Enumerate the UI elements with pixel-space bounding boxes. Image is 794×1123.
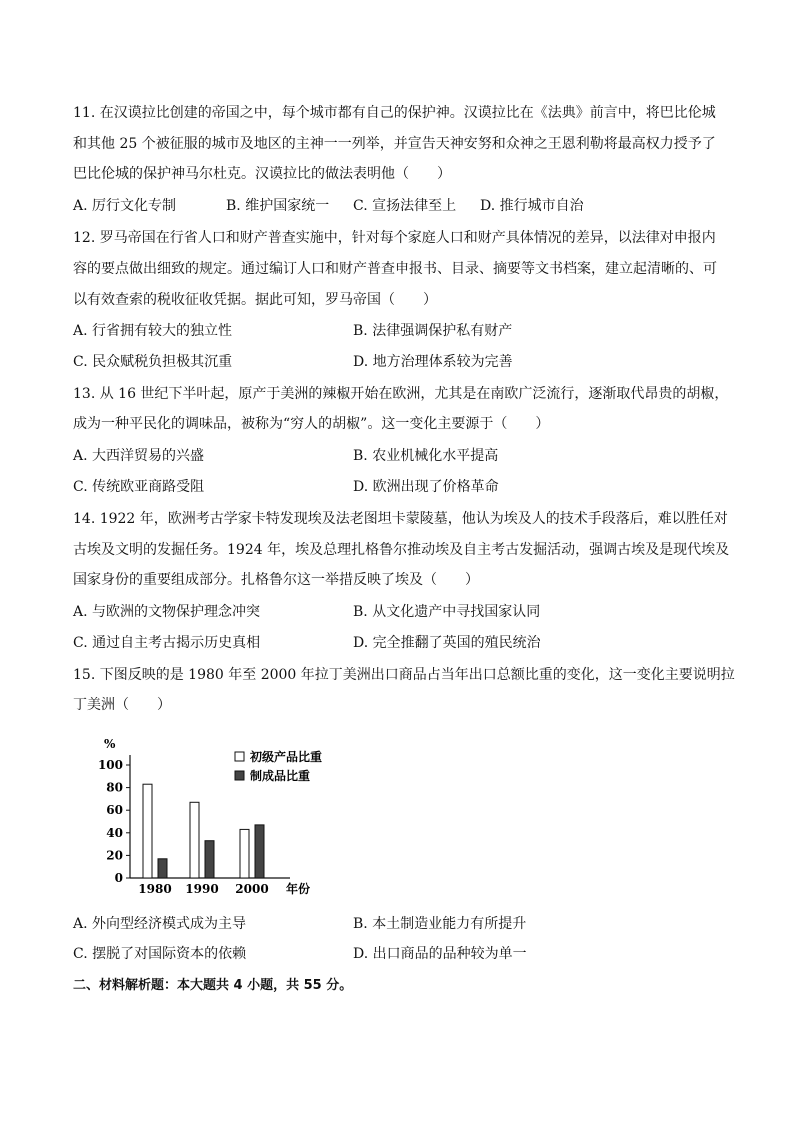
q14-option-b: B. 从文化遗产中寻找国家认同 (353, 604, 541, 620)
y-tick-label: 100 (97, 758, 123, 772)
legend-label-primary: 初级产品比重 (250, 750, 323, 764)
q12-option-c: C. 民众赋税负担极其沉重 (73, 354, 233, 370)
q11-option-a: A. 厉行文化专制 (73, 198, 177, 214)
x-tick-label: 1990 (185, 882, 219, 896)
x-axis-label: 年份 (286, 882, 311, 896)
y-tick-label: 20 (106, 848, 123, 863)
y-tick-label: 60 (106, 803, 123, 818)
q14-option-d: D. 完全推翻了英国的殖民统治 (353, 635, 541, 651)
bar-manufactured-1980 (158, 859, 167, 878)
legend-swatch-primary (235, 752, 244, 761)
question-15-line-2: 丁美洲（ ） (73, 697, 171, 713)
legend-label-manufactured: 制成品比重 (250, 769, 311, 783)
question-14-line-1: 14. 1922 年，欧洲考古学家卡特发现埃及法老图坦卡蒙陵墓，他认为埃及人的技术手段落后，难以胜任对 (73, 511, 728, 527)
q15-option-b: B. 本土制造业能力有所提升 (353, 916, 527, 932)
question-12-line-1: 12. 罗马帝国在行省人口和财产普查实施中，针对每个家庭人口和财产具体情况的差异，以法律对申报内 (73, 230, 716, 246)
q13-option-a: A. 大西洋贸易的兴盛 (73, 448, 205, 464)
q13-option-d: D. 欧洲出现了价格革命 (353, 479, 499, 495)
question-11-line-2: 和其他 25 个被征服的城市及地区的主神一一列举，并宣告天神安努和众神之王恩利勒将最高权力授予了 (73, 136, 716, 152)
question-12-line-3: 以有效查索的税收征收凭据。据此可知，罗马帝国（ ） (73, 292, 437, 308)
export-share-bar-chart (90, 730, 380, 902)
question-11-line-3: 巴比伦城的保护神马尔杜克。汉谟拉比的做法表明他（ ） (73, 166, 451, 182)
bar-manufactured-1990 (205, 841, 214, 878)
q14-option-c: C. 通过自主考古揭示历史真相 (73, 635, 261, 651)
q12-option-b: B. 法律强调保护私有财产 (353, 323, 513, 339)
q13-option-c: C. 传统欧亚商路受阻 (73, 479, 205, 495)
legend-swatch-manufactured (235, 771, 244, 780)
q13-option-b: B. 农业机械化水平提高 (353, 448, 499, 464)
bar-primary-1990 (190, 802, 199, 878)
q15-option-d: D. 出口商品的品种较为单一 (353, 946, 527, 962)
q11-option-d: D. 推行城市自治 (480, 198, 584, 214)
question-15-line-1: 15. 下图反映的是 1980 年至 2000 年拉丁美洲出口商品占当年出口总额比重的变化，这一变化主要说明拉 (73, 667, 735, 683)
x-tick-label: 2000 (235, 882, 269, 896)
y-axis-unit-label: % (104, 737, 116, 751)
q15-option-c: C. 摆脱了对国际资本的依赖 (73, 946, 247, 962)
y-tick-label: 0 (114, 871, 123, 885)
q12-option-a: A. 行省拥有较大的独立性 (73, 323, 233, 339)
question-14-line-2: 古埃及文明的发掘任务。1924 年，埃及总理扎格鲁尔推动埃及自主考古发掘活动，强调古埃及是现代埃及 (73, 542, 730, 558)
chart-bars (143, 784, 264, 878)
question-14-line-3: 国家身份的重要组成部分。扎格鲁尔这一举措反映了埃及（ ） (73, 572, 479, 588)
question-13-line-2: 成为一种平民化的调味品，被称为“穷人的胡椒”。这一变化主要源于（ ） (73, 416, 550, 432)
q14-option-a: A. 与欧洲的文物保护理念冲突 (73, 604, 261, 620)
question-11-line-1: 11. 在汉谟拉比创建的帝国之中，每个城市都有自己的保护神。汉谟拉比在《法典》前言中，将巴比伦城 (73, 105, 716, 121)
q11-option-c: C. 宣扬法律至上 (353, 198, 457, 214)
question-12-line-2: 容的要点做出细致的规定。通过编订人口和财产普查申报书、目录、摘要等文书档案，建立起清晰的、可 (73, 261, 717, 277)
chart-legend (235, 749, 322, 783)
q12-option-d: D. 地方治理体系较为完善 (353, 354, 513, 370)
y-tick-label: 40 (106, 825, 123, 840)
bar-manufactured-2000 (255, 825, 264, 878)
y-tick-label: 80 (106, 780, 123, 795)
bar-primary-2000 (240, 829, 249, 878)
bar-primary-1980 (143, 784, 152, 878)
q15-option-a: A. 外向型经济模式成为主导 (73, 916, 247, 932)
question-13-line-1: 13. 从 16 世纪下半叶起，原产于美洲的辣椒开始在欧洲，尤其是在南欧广泛流行，逐渐取代昂贵的胡椒， (73, 386, 729, 402)
x-tick-label: 1980 (138, 882, 172, 896)
q11-option-b: B. 维护国家统一 (226, 198, 330, 214)
section-title: 二、材料解析题：本大题共 4 小题，共 55 分。 (73, 978, 353, 993)
